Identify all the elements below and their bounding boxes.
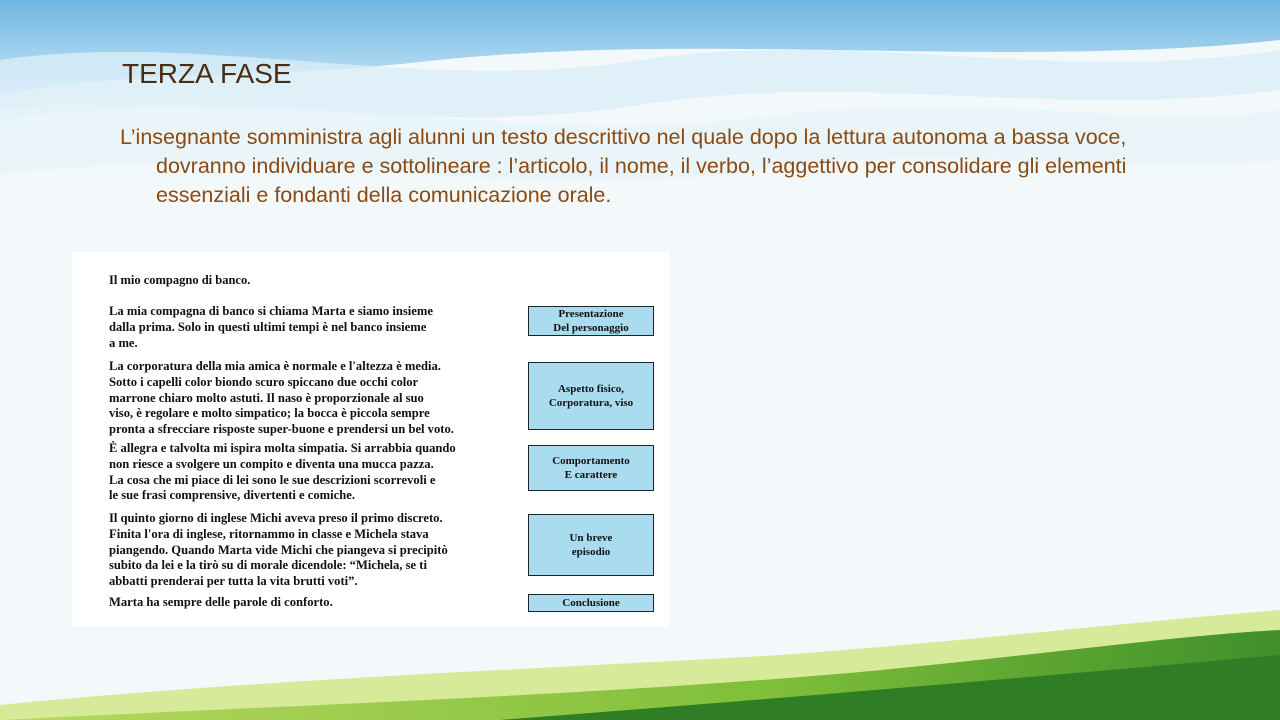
text-line: subito da lei e la tirò su di morale dicendole: “Michela, se ti (109, 558, 427, 573)
label-line: Presentazione (558, 308, 624, 320)
text-line: a me. (109, 335, 138, 350)
document-title: Il mio compagno di banco. (109, 273, 251, 287)
paragraph-conclusione (109, 595, 529, 611)
scanned-document (72, 252, 670, 627)
text-line: Finita l'ora di inglese, ritornammo in classe e Michela stava (109, 526, 429, 541)
text-line: non riesce a svolgere un compito e diventa una mucca pazza. (109, 456, 434, 471)
label-line: E carattere (564, 469, 618, 481)
text-line: viso, è regolare e molto simpatico; la bocca è piccola sempre (109, 406, 430, 421)
label-box-episodio (528, 514, 654, 576)
text-line: La corporatura della mia amica è normale e l'altezza è media. (109, 359, 441, 373)
label-line: episodio (571, 546, 611, 558)
paragraph-presentazione (109, 304, 529, 351)
text-line: La mia compagna di banco si chiama Marta e siamo insieme (109, 304, 433, 318)
label-line: Conclusione (562, 597, 620, 609)
text-line: piangendo. Quando Marta vide Michi che piangeva si precipitò (109, 542, 448, 557)
label-box-presentazione (528, 306, 654, 336)
slide-body-text: L’insegnante somministra agli alunni un testo descrittivo nel quale dopo la lettura autonoma a bassa voce, dovranno individuare e sottolineare : l’articolo, il nome, il verbo, l’aggettivo per consolidare gli elementi essenziali e fondanti della comunicazione orale. (120, 125, 1127, 207)
paragraph-aspetto (109, 359, 529, 438)
text-line: Marta ha sempre delle parole di conforto. (109, 595, 333, 609)
label-line: Un breve (569, 532, 613, 544)
label-line: Corporatura, viso (548, 397, 634, 409)
label-box-comportamento (528, 445, 654, 491)
paragraph-episodio (109, 511, 529, 590)
text-line: Sotto i capelli color biondo scuro spiccano due occhi color (109, 374, 419, 389)
text-line: marrone chiaro molto astuti. Il naso è proporzionale al suo (109, 390, 424, 405)
text-line: È allegra e talvolta mi ispira molta simpatia. Si arrabbia quando (109, 441, 456, 455)
paragraph-comportamento (109, 441, 529, 504)
text-line: le sue frasi comprensive, divertenti e comiche. (109, 488, 355, 503)
label-line: Del personaggio (553, 322, 629, 334)
text-line: La cosa che mi piace di lei sono le sue descrizioni scorrevoli e (109, 472, 436, 487)
slide-title: TERZA FASE (122, 58, 292, 89)
text-line: dalla prima. Solo in questi ultimi tempi è nel banco insieme (109, 319, 427, 334)
label-line: Aspetto fisico, (557, 383, 624, 395)
label-box-aspetto (528, 362, 654, 430)
text-line: pronta a sfrecciare risposte super-buone e prendersi un bel voto. (109, 422, 454, 437)
text-line: Il quinto giorno di inglese Michi aveva preso il primo discreto. (109, 511, 443, 525)
text-line: abbatti prenderai per tutta la vita brutti voti”. (109, 574, 358, 589)
label-box-conclusione (528, 594, 654, 612)
label-line: Comportamento (552, 455, 630, 467)
